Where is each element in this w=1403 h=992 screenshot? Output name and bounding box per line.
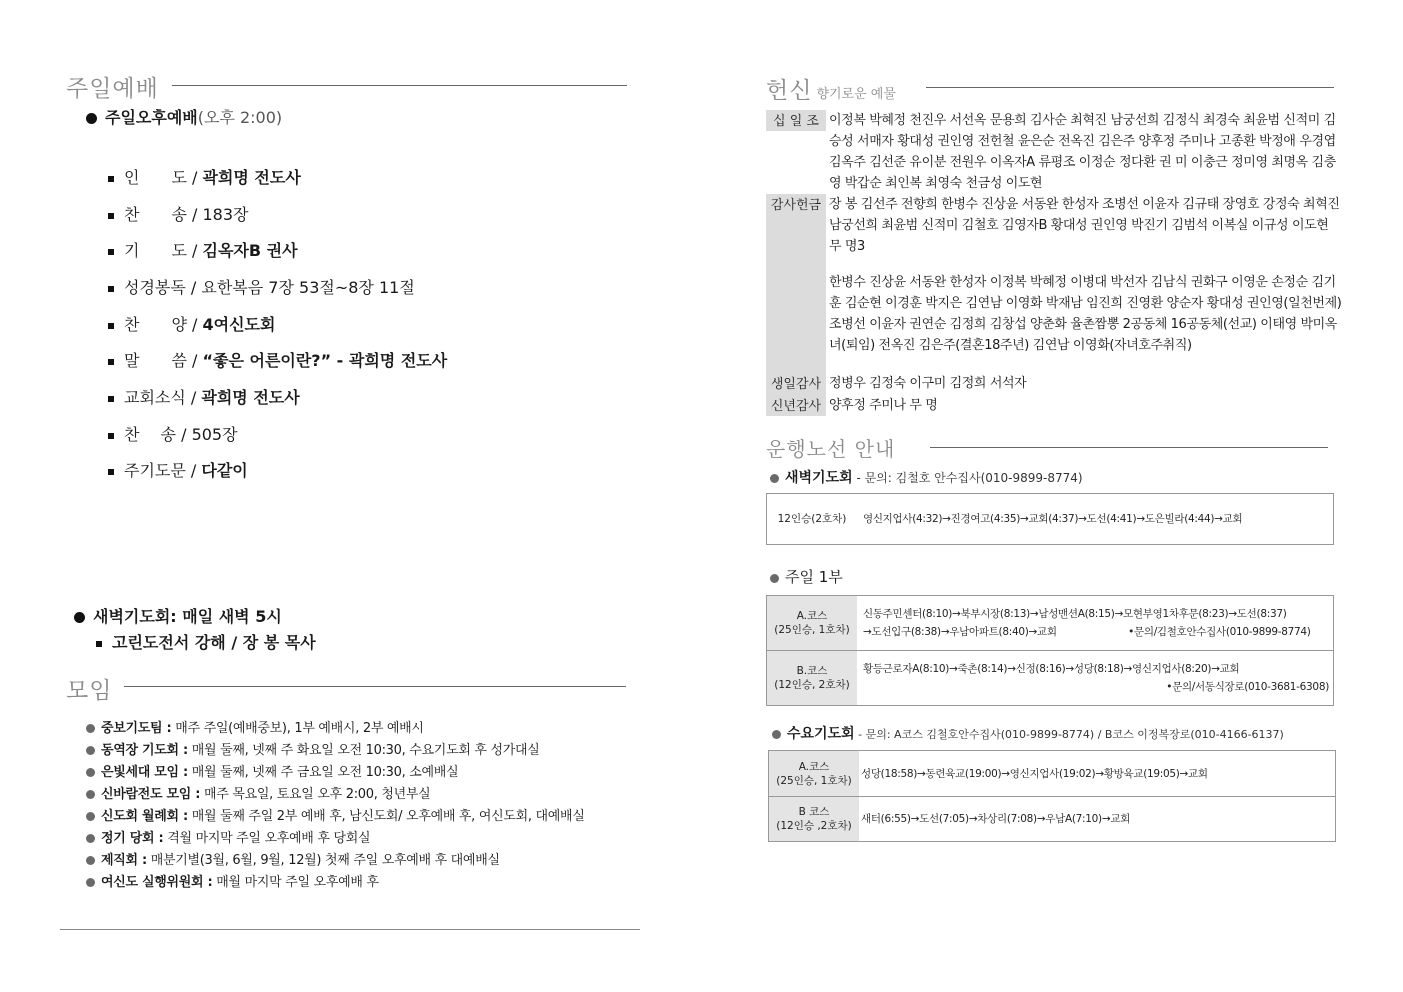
route-stops: 황등근로자A(8:10)→죽촌(8:14)→신정(8:16)→성당(8:18)→영신지업사(8:20)→교회 •문의/서동식장로(010-3681-6308): [863, 663, 1329, 693]
order-value: 183장: [202, 205, 249, 224]
meeting-name: 제직회 :: [101, 853, 147, 868]
square-bullet-icon: [108, 213, 114, 219]
meeting-detail: 매월 둘째, 넷째 주 금요일 오전 10:30, 소예배실: [187, 765, 459, 780]
route-name: 주일 1부: [785, 568, 843, 586]
gray-dot-icon: [770, 574, 779, 583]
dawn-prayer-heading: [74, 604, 282, 627]
meeting-detail: 매월 둘째, 넷째 주 화요일 오전 10:30, 수요기도회 후 성가대실: [187, 743, 540, 758]
meeting-name: 중보기도팀 :: [101, 721, 172, 736]
gray-dot-icon: [772, 730, 781, 739]
meeting-item: [86, 805, 585, 824]
dawn-route-heading: [770, 467, 1083, 487]
route-contact: - 문의: A코스 김철호안수집사(010-9899-8774) / B코스 이정복장로(010-4166-6137): [854, 728, 1284, 741]
order-item: [108, 458, 248, 481]
order-item: [108, 275, 415, 298]
meeting-name: 동역장 기도회 :: [101, 743, 188, 758]
route-label: B 코스 (12인승 ,2호차): [769, 797, 859, 841]
square-bullet-icon: [108, 433, 114, 439]
order-item: [108, 238, 298, 261]
order-value: 4여신도회: [202, 315, 276, 334]
order-item: [108, 422, 238, 445]
sunday1-route-heading: [770, 566, 843, 587]
order-value: 요한복음 7장 53절~8장 11절: [201, 278, 415, 297]
bullet-dot-icon: [74, 612, 85, 623]
route-name: 새벽기도회: [785, 470, 853, 486]
route-row: [769, 796, 1335, 841]
offering-row: [766, 110, 1342, 194]
gray-dot-icon: [86, 724, 95, 733]
meeting-item: [86, 871, 379, 890]
route-stops: 신동주민센터(8:10)→북부시장(8:13)→남성맨션A(8:15)→모현부영1차후문(8:23)→도선(8:37) →도선입구(8:38)→우남아파트(8:40)→교회 •문의/김철호안수집사(010-9899-8774): [863, 608, 1311, 638]
offering-names: 한병수 진상윤 서동완 한성자 이정복 박혜정 이병대 박선자 김남식 권화구 이영운 손정순 김기훈 김순현 이경훈 박지은 김연남 이영화 박재남 임진희 진영환 양순자 황대성 권인영(일천번제) 조병선 이윤자 권연순 김정희 김창섭 양춘화 율촌짬뽕 2공동체 16공동체(선교) 이태영 박미옥녀(퇴임) 전옥진 김은주(결혼18주년) 김연남 이영화(자녀호주취직): [829, 275, 1342, 353]
square-bullet-icon: [108, 469, 114, 475]
meeting-item: [86, 761, 458, 780]
square-bullet-icon: [108, 323, 114, 329]
routes-title-rule: [930, 447, 1328, 448]
route-row: [767, 596, 1333, 650]
gray-dot-icon: [770, 474, 779, 483]
worship-title-rule: [172, 85, 627, 86]
offering-row: [766, 194, 1342, 257]
offering-section-title: [766, 72, 896, 105]
meeting-detail: 매주 목요일, 토요일 오후 2:00, 청년부실: [200, 787, 431, 802]
offering-names: 장 봉 김선주 전향희 한병수 진상윤 서동완 한성자 조병선 이윤자 김규태 장영호 강정숙 최혁진 남궁선희 최윤범 신적미 김철호 김영자B 황대성 권인영 박진기 김범석 이복실 이규성 이도현 무 명3: [829, 197, 1340, 254]
gray-dot-icon: [86, 878, 95, 887]
service-heading: [86, 105, 282, 128]
meeting-detail: 매월 둘째 주일 2부 예배 후, 남신도회/ 오후예배 후, 여신도회, 대예배실: [187, 809, 585, 824]
square-bullet-icon: [108, 286, 114, 292]
offering-subtitle: 향기로운 예물: [816, 87, 896, 102]
route-stops: 성당(18:58)→동련육교(19:00)→영신지업사(19:02)→황방육교(19:05)→교회: [861, 767, 1208, 780]
offering-label: 생일감사: [766, 373, 826, 394]
gray-dot-icon: [86, 746, 95, 755]
meeting-name: 신바람전도 모임 :: [101, 787, 201, 802]
sunday1-route-table: [766, 595, 1334, 706]
meeting-detail: 매월 마지막 주일 오후예배 후: [212, 875, 379, 890]
routes-section-title: 운행노선 안내: [766, 437, 896, 461]
order-value: “좋은 어른이란?” - 곽희명 전도사: [202, 351, 448, 370]
offering-label: 신년감사: [766, 395, 826, 416]
offering-row: [766, 395, 1342, 416]
meeting-detail: 매분기별(3월, 6월, 9월, 12월) 첫째 주일 오후예배 후 대예배실: [146, 853, 500, 868]
offering-label: 십 일 조: [766, 110, 826, 131]
square-bullet-icon: [96, 641, 102, 647]
order-label: 찬 송 /: [124, 425, 192, 444]
route-label: A.코스 (25인승, 1호차): [769, 751, 859, 796]
dawn-prayer-sub: [96, 630, 316, 653]
meeting-detail: 격월 마지막 주일 오후예배 후 당회실: [163, 831, 371, 846]
meeting-item: [86, 849, 500, 868]
meeting-item: [86, 717, 424, 736]
route-name: 수요기도회: [787, 726, 855, 742]
order-value: 곽희명 전도사: [202, 168, 301, 187]
meeting-item: [86, 827, 370, 846]
offering-label: 감사헌금: [766, 194, 826, 215]
offering-row: [766, 373, 1342, 394]
dawn-route-table: [766, 493, 1334, 545]
dawn-prayer-sub-text: 고린도전서 강해 / 장 봉 목사: [112, 633, 316, 652]
offering-row: [766, 272, 1342, 372]
meeting-name: 신도회 월례회 :: [101, 809, 188, 824]
order-item: [108, 385, 300, 408]
order-label: 말 씀 /: [124, 351, 203, 370]
meeting-item: [86, 783, 430, 802]
offering-names: 양후정 주미나 무 명: [829, 398, 938, 413]
order-value: 김옥자B 권사: [202, 241, 298, 260]
order-value: 다같이: [201, 461, 248, 480]
gray-dot-icon: [86, 790, 95, 799]
square-bullet-icon: [108, 396, 114, 402]
wednesday-route-table: [768, 750, 1336, 842]
order-label: 주기도문 /: [124, 461, 202, 480]
order-item: [108, 165, 301, 188]
order-label: 성경봉독 /: [124, 278, 202, 297]
order-label: 교회소식 /: [124, 388, 202, 407]
offering-names: 이정복 박혜정 천진우 서선옥 문용희 김사순 최혁진 남궁선희 김정식 최경숙 최윤범 신적미 김승성 서매자 황대성 권인영 전헌철 윤은순 전옥진 김은주 양후정 주미나 고종환 박정애 우경엽 김옥주 김선준 유이분 전원우 이옥자A 류평조 이정순 정다환 권 미 이충근 정미영 최명옥 김충영 박갑순 최인복 최영숙 천금성 이도현: [829, 113, 1336, 191]
meeting-item: [86, 739, 540, 758]
worship-section-title: 주일예배: [66, 76, 159, 102]
route-label: 12인승(2호차): [767, 494, 857, 544]
meetings-section-title: 모임: [66, 678, 113, 704]
order-value: 505장: [191, 425, 238, 444]
gray-dot-icon: [86, 768, 95, 777]
service-time: (오후 2:00): [197, 108, 283, 127]
gray-dot-icon: [86, 856, 95, 865]
square-bullet-icon: [108, 359, 114, 365]
order-value: 곽희명 전도사: [201, 388, 300, 407]
meeting-name: 여신도 실행위원회 :: [101, 875, 213, 890]
order-label: 인 도 /: [124, 168, 203, 187]
route-contact: - 문의: 김철호 안수집사(010-9899-8774): [852, 471, 1083, 485]
route-stops: 영신지업사(4:32)→진경여고(4:35)→교회(4:37)→도선(4:41)→도은빌라(4:44)→교회: [863, 513, 1243, 525]
gray-dot-icon: [86, 834, 95, 843]
square-bullet-icon: [108, 176, 114, 182]
order-label: 찬 양 /: [124, 315, 203, 334]
route-label: A.코스 (25인승, 1호차): [767, 596, 857, 650]
order-label: 기 도 /: [124, 241, 203, 260]
footer-rule: [60, 929, 640, 930]
gray-dot-icon: [86, 812, 95, 821]
route-row: [769, 751, 1335, 796]
dawn-prayer-title: 새벽기도회: 매일 새벽 5시: [93, 607, 282, 626]
route-label: B.코스 (12인승, 2호차): [767, 651, 857, 705]
wednesday-route-heading: [772, 723, 1284, 743]
offering-names: 정병우 김정숙 이구미 김정희 서석자: [829, 376, 1027, 391]
order-label: 찬 송 /: [124, 205, 203, 224]
meeting-name: 정기 당회 :: [101, 831, 164, 846]
route-row: [767, 650, 1333, 705]
square-bullet-icon: [108, 249, 114, 255]
offering-title-rule: [926, 87, 1334, 88]
order-item: [108, 312, 275, 335]
order-item: [108, 348, 447, 371]
order-item: [108, 202, 248, 225]
offering-title: 헌신: [766, 78, 813, 104]
bullet-dot-icon: [86, 113, 97, 124]
route-stops: 새터(6:55)→도선(7:05)→차상리(7:08)→우남A(7:10)→교회: [861, 813, 1131, 825]
meeting-detail: 매주 주일(예배중보), 1부 예배시, 2부 예배시: [171, 721, 424, 736]
route-row: [767, 494, 1333, 544]
meeting-name: 은빛세대 모임 :: [101, 765, 188, 780]
service-name: 주일오후예배: [105, 108, 198, 127]
meetings-title-rule: [124, 686, 626, 687]
